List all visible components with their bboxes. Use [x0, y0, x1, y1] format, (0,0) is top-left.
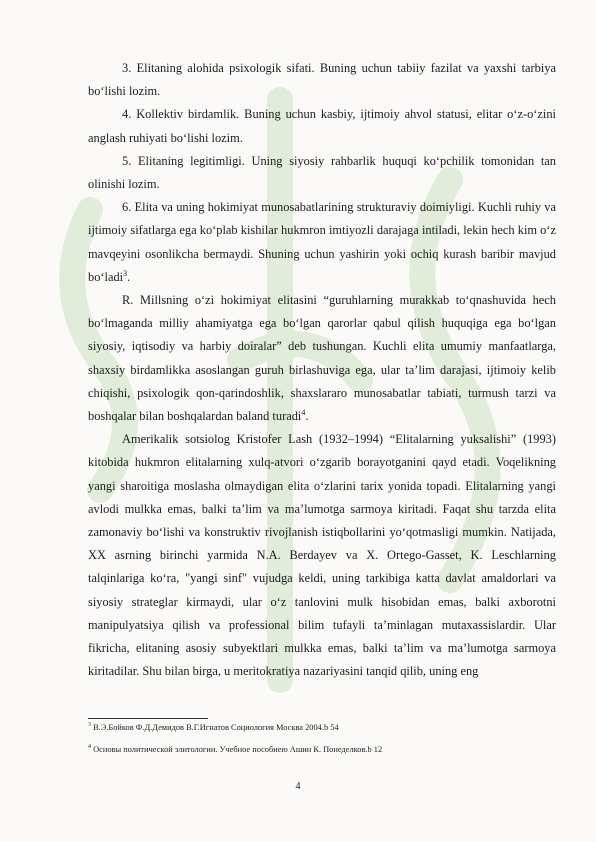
paragraph-5-text: R. Millsning o‘zi hokimiyat elitasini “guruhlarning murakkab to‘qnashuvida hech bo‘lmaganda milliy ahamiyatga ega bo‘lgan qarorlar qabul qilish huquqiga ega bo‘lgan siyosiy, iqtisodiy va harbiy doiralar” deb tushungan. Kuchli elita umumiy manfaatlarga, shaxsiy birdamlikka asoslangan guruh birlashuviga ega, ular ta’lim darajasi, ijtimoiy kelib chiqishi, psixologik qon-qarindoshlik, shaxslararo munosabatlar tabiati, turmush tarzi va boshqalar bilan boshqalardan baland turadi — [88, 293, 556, 424]
footnote-3 — [88, 722, 556, 734]
footnote-4-number: 4 — [88, 744, 91, 751]
document-body — [88, 57, 556, 683]
footnote-3-number: 3 — [88, 722, 91, 729]
paragraph-5: R. Millsning o‘zi hokimiyat elitasini “guruhlarning murakkab to‘qnashuvida hech bo‘lmaganda milliy ahamiyatga ega bo‘lgan qarorlar qabul qilish huquqiga ega bo‘lgan siyosiy, iqtisodiy va harbiy doiralar” deb tushungan. Kuchli elita umumiy manfaatlarga, shaxsiy birdamlikka asoslangan guruh birlashuviga ega, ular ta’lim darajasi, ijtimoiy kelib chiqishi, psixologik qon-qarindoshlik, shaxslararo munosabatlar tabiati, turmush tarzi va boshqalar bilan boshqalardan baland turadi$^4$. — [88, 293, 556, 424]
paragraph-2: 4. Kollektiv birdamlik. Buning uchun kasbiy, ijtimoiy ahvol statusi, elitar o‘z-o‘zini anglash ruhiyati bo‘lishi lozim. — [88, 107, 556, 145]
footnote-separator — [88, 718, 208, 719]
footnote-3-text: В.Э.Бойков Ф.Д.Демидов В.Г.Игнатов Социология Москва 2004.b 54 — [93, 723, 339, 732]
footnote-4 — [88, 744, 556, 756]
paragraph-6: Amerikalik sotsiolog Kristofer Lash (1932–1994) “Elitalarning yuksalishi” (1993) kitobida hukmron elitalarning xulq-atvori o‘zgarib borayotganini qayd etadi. Voqelikning yangi sharoitiga moslasha olmaydigan elita o‘zlarini tarix yonida topadi. Elitalarning yangi avlodi mulkka emas, balki ta’lim va ma’lumotga sarmoya kiritadi. Faqat shu tarzda elita zamonaviy bo‘lishi va konstruktiv rivojlanish istiqbollarini yo‘qotmasligi mumkin. Natijada, XX asrning birinchi yarmida N.A. Berdayev va X. Ortego-Gasset, K. Leschlarning talqinlariga ko‘ra, "yangi sinf" vujudga keldi, uning tarkibiga katta davlat amaldorlari va siyosiy strateglar kirmaydi, ular o‘z tanlovini mulk hisobidan emas, balki axborotni manipulyatsiya qilish va professional bilim tufayli ta’minlagan mutaxassislardir. Ular fikricha, elitaning asosiy subyektlari mulkka emas, balki ta’lim va ma’lumotga sarmoya kiritadilar. Shu bilan birga, u meritokratiya nazariyasini tanqid qilib, uning eng — [88, 432, 556, 679]
footnotes — [88, 718, 556, 766]
footnote-4-text: Основы политической элитологии. Учебное пособиею Ашин К. Понеделков.b 12 — [93, 745, 383, 754]
paragraph-4-text: 6. Elita va uning hokimiyat munosabatlarining strukturaviy doimiyligi. Kuchli ruhiy va ijtimoiy sifatlarga ega ko‘plab kishilar hukmron imtiyozli darajaga intiladi, lekin hech kim o‘z mavqeyini osonlikcha bermaydi. Shuning uchun yashirin yoki ochiq kurash baribir mavjud bo‘ladi — [88, 200, 556, 284]
paragraph-3: 5. Elitaning legitimligi. Uning siyosiy rahbarlik huquqi ko‘pchilik tomonidan tan olinishi lozim. — [88, 153, 556, 192]
footnote-ref-3[interactable]: 3 — [123, 268, 128, 278]
page-number: 4 — [295, 781, 301, 792]
paragraph-1: 3. Elitaning alohida psixologik sifati. Buning uchun tabiiy fazilat va yaxshi tarbiya bo‘lishi lozim. — [88, 61, 556, 99]
paragraph-4: 6. Elita va uning hokimiyat munosabatlarining strukturaviy doimiyligi. Kuchli ruhiy va ijtimoiy sifatlarga ega ko‘plab kishilar hukmron imtiyozli darajaga intiladi, lekin hech kim o‘z mavqeyini osonlikcha bermaydi. Shuning uchun yashirin yoki ochiq kurash baribir mavjud bo‘ladi$^3$. — [88, 200, 556, 284]
footnote-ref-4[interactable]: 4 — [301, 407, 306, 417]
